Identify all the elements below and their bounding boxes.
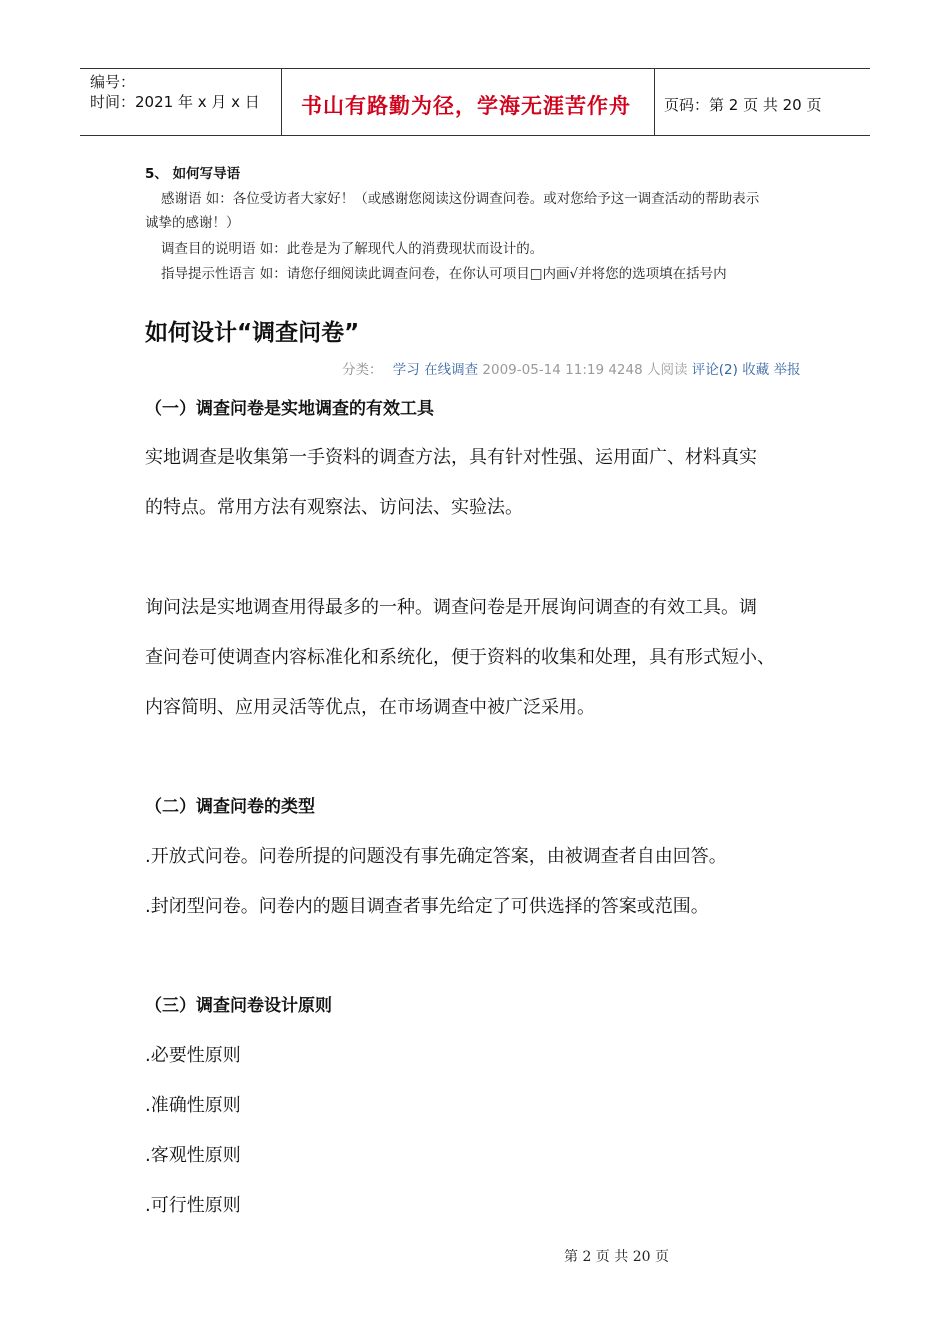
intro-line: 指导提示性语言 如：请您仔细阅读此调查问卷，在你认可项目□内画√并将您的选项填在括号内 [161, 266, 727, 282]
paragraph-line: 实地调查是收集第一手资料的调查方法，具有针对性强、运用面广、材料真实 [145, 447, 757, 468]
paragraph-line: 内容简明、应用灵活等优点，在市场调查中被广泛采用。 [145, 697, 595, 718]
list-item: .封闭型问卷。问卷内的题目调查者事先给定了可供选择的答案或范围。 [145, 896, 709, 917]
header-bottom-rule [80, 135, 870, 136]
list-item: .开放式问卷。问卷所提的问题没有事先确定答案，由被调查者自由回答。 [145, 846, 727, 867]
time-label: 时间：2021 年 x 月 x 日 [90, 93, 260, 111]
list-item: .可行性原则 [145, 1195, 241, 1216]
section-heading: （一）调查问卷是实地调查的有效工具 [145, 399, 434, 419]
page-code: 页码：第 2 页 共 20 页 [664, 96, 822, 114]
intro-line: 感谢语 如：各位受访者大家好！（或感谢您阅读这份调查问卷。或对您给予这一调查活动的帮助表示 [161, 191, 760, 207]
article-title: 如何设计“调查问卷” [145, 320, 360, 346]
section-heading: （三）调查问卷设计原则 [145, 996, 332, 1016]
comments-link[interactable]: 评论(2) [691, 362, 738, 378]
post-datetime-reads: 2009-05-14 11:19 4248 人阅读 [482, 362, 688, 378]
tag-link-online-survey[interactable]: 在线调查 [424, 362, 479, 378]
list-item: .准确性原则 [145, 1095, 241, 1116]
paragraph-line: 查问卷可使调查内容标准化和系统化，便于资料的收集和处理，具有形式短小、 [145, 647, 775, 668]
section-heading: （二）调查问卷的类型 [145, 797, 315, 817]
paragraph-line: 询问法是实地调查用得最多的一种。调查问卷是开展询问调查的有效工具。调 [145, 597, 757, 618]
header-divider-left [281, 68, 282, 136]
motto: 书山有路勤为径，学海无涯苦作舟 [301, 93, 631, 118]
header-top-rule [80, 68, 870, 69]
intro-heading: 5、 如何写导语 [145, 166, 241, 182]
category-label: 分类： [342, 362, 383, 378]
article-meta [342, 358, 801, 378]
intro-line: 诚挚的感谢！） [145, 215, 240, 231]
intro-line: 调查目的说明语 如：此卷是为了解现代人的消费现状而设计的。 [161, 241, 544, 257]
list-item: .必要性原则 [145, 1045, 241, 1066]
report-link[interactable]: 举报 [773, 362, 801, 378]
header-divider-right [654, 68, 655, 136]
paragraph-line: 的特点。常用方法有观察法、访问法、实验法。 [145, 497, 523, 518]
favorite-link[interactable]: 收藏 [742, 362, 770, 378]
tag-link-study[interactable]: 学习 [392, 362, 420, 378]
page-footer: 第 2 页 共 20 页 [564, 1249, 669, 1265]
serial-label: 编号： [90, 73, 136, 91]
list-item: .客观性原则 [145, 1145, 241, 1166]
